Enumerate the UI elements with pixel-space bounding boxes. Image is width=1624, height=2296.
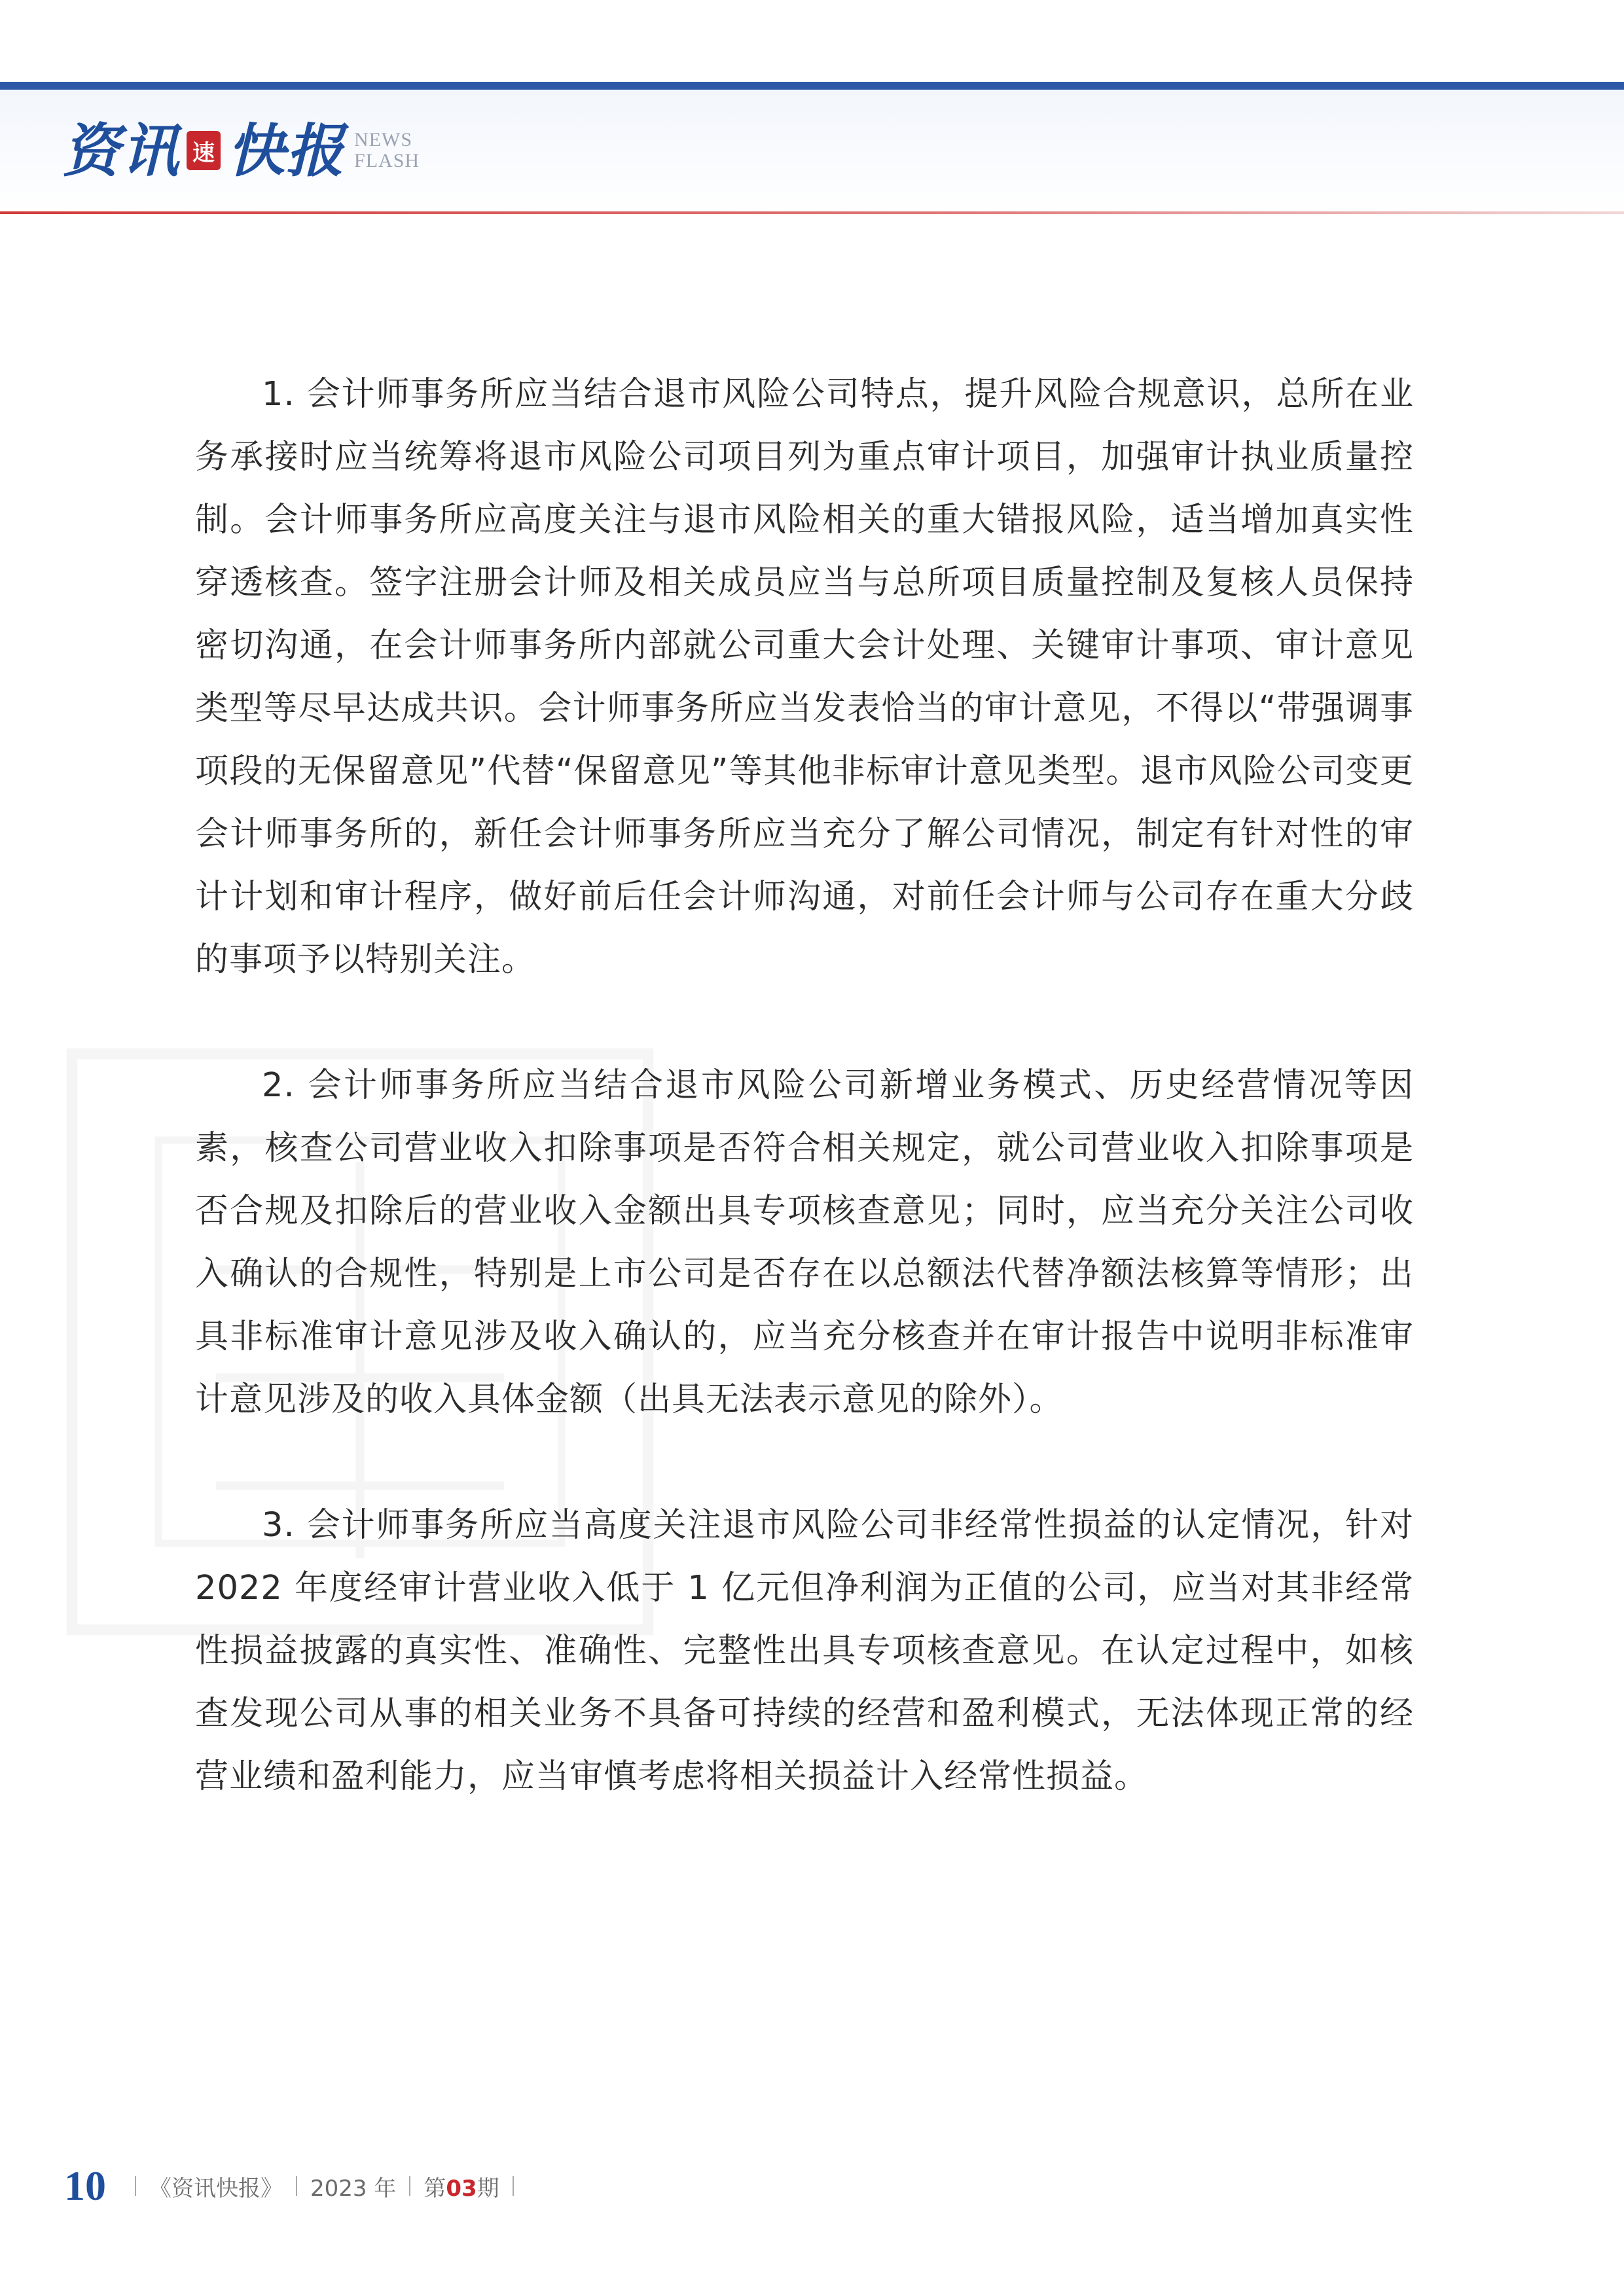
issue-label	[424, 2170, 499, 2202]
footer-separator	[513, 2176, 514, 2196]
masthead-title-part1: 资讯	[62, 117, 181, 185]
masthead-english-line2: FLASH	[354, 150, 420, 171]
footer-separator	[409, 2176, 410, 2196]
masthead-seal-icon: 速	[187, 131, 221, 170]
paragraph-1: 1. 会计师事务所应当结合退市风险公司特点，提升风险合规意识，总所在业务承接时应当统筹将退市风险公司项目列为重点审计项目，加强审计执业质量控制。会计师事务所应高度关注与退市风险相关的重大错报风险，适当增加真实性穿透核查。签字注册会计师及相关成员应当与总所项目质量控制及复核人员保持密切沟通，在会计师事务所内部就公司重大会计处理、关键审计事项、审计意见类型等尽早达成共识。会计师事务所应当发表恰当的审计意见，不得以“带强调事项段的无保留意见”代替“保留意见”等其他非标审计意见类型。退市风险公司变更会计师事务所的，新任会计师事务所应当充分了解公司情况，制定有针对性的审计计划和审计程序，做好前后任会计师沟通，对前任会计师与公司存在重大分歧的事项予以特别关注。	[195, 375, 1414, 979]
publication-name: 《资讯快报》	[149, 2175, 283, 2202]
article-body	[195, 363, 1414, 1808]
footer-separator	[135, 2176, 136, 2196]
masthead-title-part2: 快报	[227, 117, 346, 185]
paragraph-3: 3. 会计师事务所应当高度关注退市风险公司非经常性损益的认定情况，针对 2022 年度经审计营业收入低于 1 亿元但净利润为正值的公司，应当对其非经常性损益披露的真实性、准确性、完整性出具专项核查意见。在认定过程中，如核查发现公司从事的相关业务不具备可持续的经营和盈利模式，无法体现正常的经营业绩和盈利能力，应当审慎考虑将相关损益计入经常性损益。	[195, 1506, 1414, 1796]
issue-number: 03	[446, 2175, 477, 2202]
issue-suffix: 期	[477, 2175, 499, 2202]
masthead-english-line1: NEWS	[354, 129, 413, 151]
masthead-logo	[62, 111, 420, 190]
page-number: 10	[64, 2162, 106, 2209]
page-footer	[64, 2160, 527, 2212]
header-top-bar	[0, 82, 1624, 90]
paragraph-2: 2. 会计师事务所应当结合退市风险公司新增业务模式、历史经营情况等因素，核查公司营业收入扣除事项是否符合相关规定，就公司营业收入扣除事项是否合规及扣除后的营业收入金额出具专项核查意见；同时，应当充分关注公司收入确认的合规性，特别是上市公司是否存在以总额法代替净额法核算等情形；出具非标准审计意见涉及收入确认的，应当充分核查并在审计报告中说明非标准审计意见涉及的收入具体金额（出具无法表示意见的除外）。	[195, 1066, 1414, 1419]
masthead-english	[354, 130, 420, 171]
footer-separator	[296, 2176, 297, 2196]
publication-year: 2023 年	[310, 2175, 397, 2202]
issue-prefix: 第	[424, 2175, 446, 2202]
header-divider	[0, 211, 1624, 214]
